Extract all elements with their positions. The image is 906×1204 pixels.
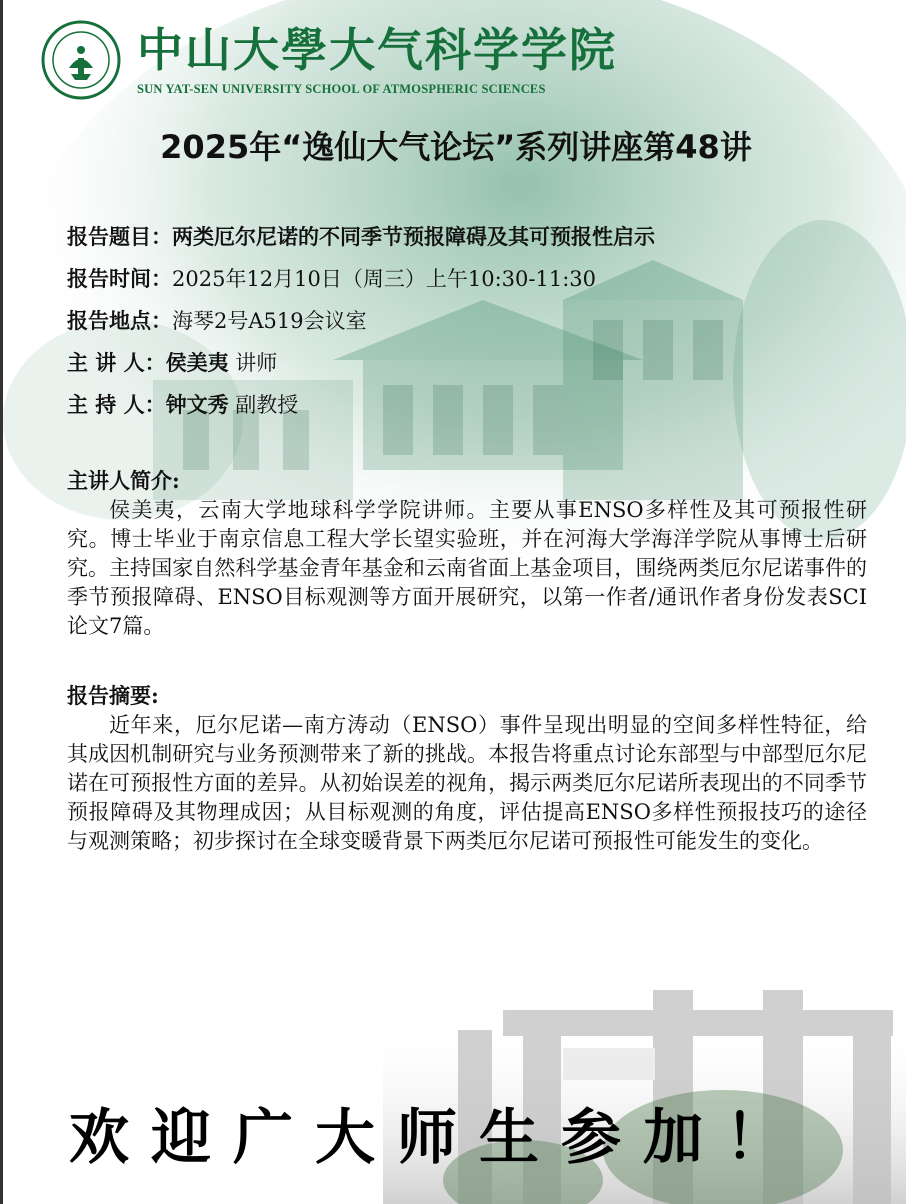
speaker-row	[67, 342, 655, 384]
host-row	[67, 384, 655, 426]
place-label: 报告地点：	[67, 308, 172, 333]
place-row	[67, 300, 655, 342]
speaker-label: 主 讲 人：	[67, 350, 166, 375]
lecture-series-title: 2025年“逸仙大气论坛”系列讲座第48讲	[160, 128, 752, 166]
speaker-bio-section	[67, 466, 867, 641]
topic-row	[67, 216, 655, 258]
abstract-heading: 报告摘要:	[67, 683, 159, 708]
host-title: 副教授	[228, 393, 299, 417]
place-value: 海琴2号A519会议室	[172, 309, 367, 333]
host-label: 主 持 人：	[67, 392, 166, 417]
abstract-text: 近年来，厄尔尼诺—南方涛动（ENSO）事件呈现出明显的空间多样性特征，给其成因机制研究与业务预测带来了新的挑战。本报告将重点讨论东部型与中部型厄尔尼诺在可预报性方面的差异。从初始误差的视角，揭示两类厄尔尼诺所表现出的不同季节预报障碍及其物理成因；从目标观测的角度，评估提高ENSO多样性预报技巧的途径与观测策略；初步探讨在全球变暖背景下两类厄尔尼诺可预报性可能发生的变化。	[67, 713, 867, 853]
lecture-info	[67, 216, 655, 426]
speaker-title: 讲师	[228, 351, 278, 375]
host-name: 钟文秀	[165, 392, 229, 417]
welcome-slogan: 欢迎广大师生参加！	[69, 1103, 807, 1173]
speaker-name: 侯美夷	[165, 350, 229, 375]
university-seal-icon	[41, 20, 121, 100]
topic-value: 两类厄尔尼诺的不同季节预报障碍及其可预报性启示	[172, 224, 655, 249]
topic-label: 报告题目：	[67, 224, 172, 249]
speaker-bio-text: 侯美夷，云南大学地球科学学院讲师。主要从事ENSO多样性及其可预报性研究。博士毕业于南京信息工程大学长望实验班，并在河海大学海洋学院从事博士后研究。主持国家自然科学基金青年基金和云南省面上基金项目，围绕两类厄尔尼诺事件的季节预报障碍、ENSO目标观测等方面开展研究，以第一作者/通讯作者身份发表SCI论文7篇。	[67, 498, 867, 638]
time-label: 报告时间：	[67, 266, 172, 291]
time-value: 2025年12月10日（周三）上午10:30-11:30	[172, 267, 597, 291]
school-name-chinese: 中山大學大气科学学院	[137, 23, 617, 77]
header	[41, 20, 617, 102]
school-name-english: SUN YAT-SEN UNIVERSITY SCHOOL OF ATMOSPHERIC SCIENCES	[137, 82, 546, 96]
abstract-section	[67, 681, 867, 856]
time-row	[67, 258, 655, 300]
speaker-bio-heading: 主讲人简介:	[67, 468, 180, 493]
